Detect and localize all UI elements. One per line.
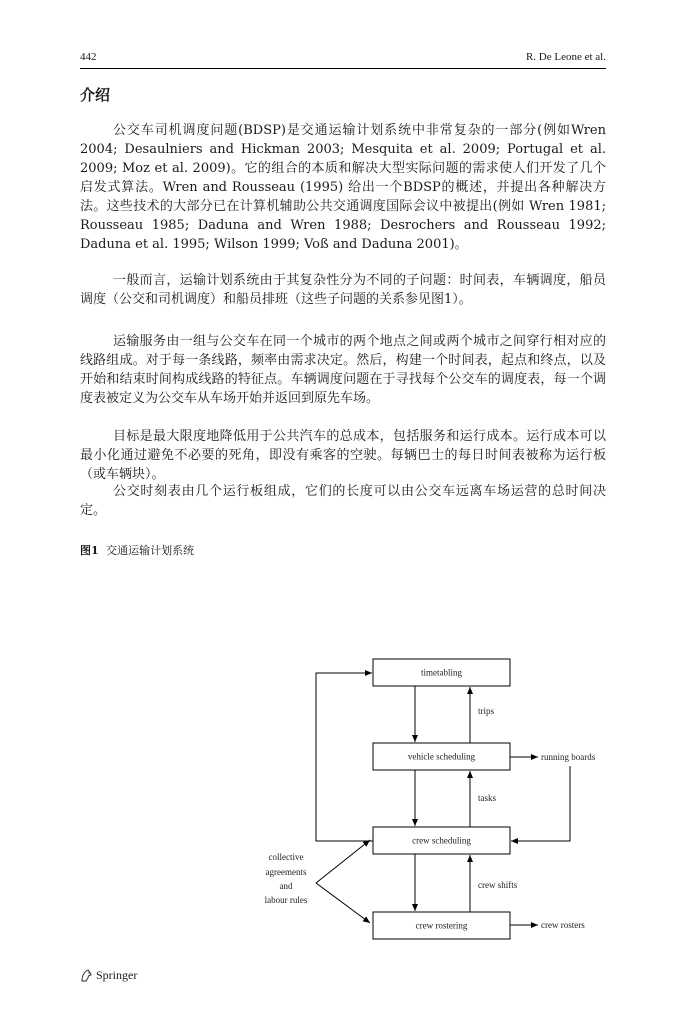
page-number: 442 bbox=[80, 51, 97, 63]
section-title: 介绍 bbox=[80, 86, 111, 104]
paragraph-2: 一般而言，运输计划系统由于其复杂性分为不同的子问题：时间表，车辆调度，船员调度（公交和司机调度）和船员排班（这些子问题的关系参见图1）。 bbox=[80, 273, 606, 307]
label-trips: trips bbox=[478, 706, 495, 716]
paragraph-5: 公交时刻表由几个运行板组成，它们的长度可以由公交车远离车场运营的总时间决定。 bbox=[80, 484, 606, 518]
label-collective: collective bbox=[268, 852, 304, 862]
box-timetabling-label: timetabling bbox=[421, 667, 462, 678]
box-crew-scheduling-label: crew scheduling bbox=[412, 835, 471, 846]
box-crew-rostering-label: crew rostering bbox=[415, 920, 468, 931]
label-agreements: agreements bbox=[265, 867, 307, 877]
label-and: and bbox=[279, 881, 293, 891]
running-head-authors: R. De Leone et al. bbox=[525, 51, 606, 63]
figure-caption-text: 交通运输计划系统 bbox=[106, 544, 195, 557]
arrow-running-boards-to-crew bbox=[511, 766, 570, 841]
box-vehicle-scheduling-label: vehicle scheduling bbox=[407, 751, 476, 762]
paragraph-4: 目标是最大限度地降低用于公共汽车的总成本，包括服务和运行成本。运行成本可以最小化通过避免不必要的死角，即没有乘客的空驶。每辆巴士的每日时间表被称为运行板（或车辆块）。 bbox=[80, 429, 606, 482]
arrow-agreements-to-rostering bbox=[316, 883, 370, 923]
arrow-agreements-to-crew bbox=[316, 840, 370, 883]
label-tasks: tasks bbox=[478, 793, 496, 803]
page-footer bbox=[80, 968, 137, 983]
figure-label: 图1 bbox=[80, 544, 99, 557]
paragraph-1: 公交车司机调度问题(BDSP)是交通运输计划系统中非常复杂的一部分(例如Wren 2004; Desaulniers and Hickman 2003; Mesquita et al. 2009; Portugal et al. 2009; Moz et al. 2009)。它的组合的本质和解决大型实际问题的需求使人们开发了几个启发式算法。Wren and Rousseau (1995) 给出一个BDSP的概述，并提出各种解决方法。这些技术的大部分已在计算机辅助公共交通调度国际会议中被提出(例如 Wren 1981; Rousseau 1985; Daduna and Wren 1988; Desrochers and Rousseau 1992; Daduna et al. 1995; Wilson 1999; Voß and Daduna 2001)。 bbox=[80, 123, 606, 252]
springer-horse-icon bbox=[80, 969, 93, 982]
publisher-name: Springer bbox=[96, 968, 138, 982]
label-crew-shifts: crew shifts bbox=[478, 880, 518, 890]
label-running-boards: running boards bbox=[541, 752, 596, 762]
label-labour-rules: labour rules bbox=[264, 895, 308, 905]
label-crew-rosters: crew rosters bbox=[541, 920, 585, 930]
arrow-feedback-loop bbox=[316, 673, 373, 841]
paragraph-3: 运输服务由一组与公交车在同一个城市的两个地点之间或两个城市之间穿行相对应的线路组成。对于每一条线路，频率由需求决定。然后，构建一个时间表，起点和终点，以及开始和结束时间构成线路的特征点。车辆调度问题在于寻找每个公交车的调度表，每一个调度表被定义为公交车从车场开始并返回到原先车场。 bbox=[80, 334, 606, 406]
